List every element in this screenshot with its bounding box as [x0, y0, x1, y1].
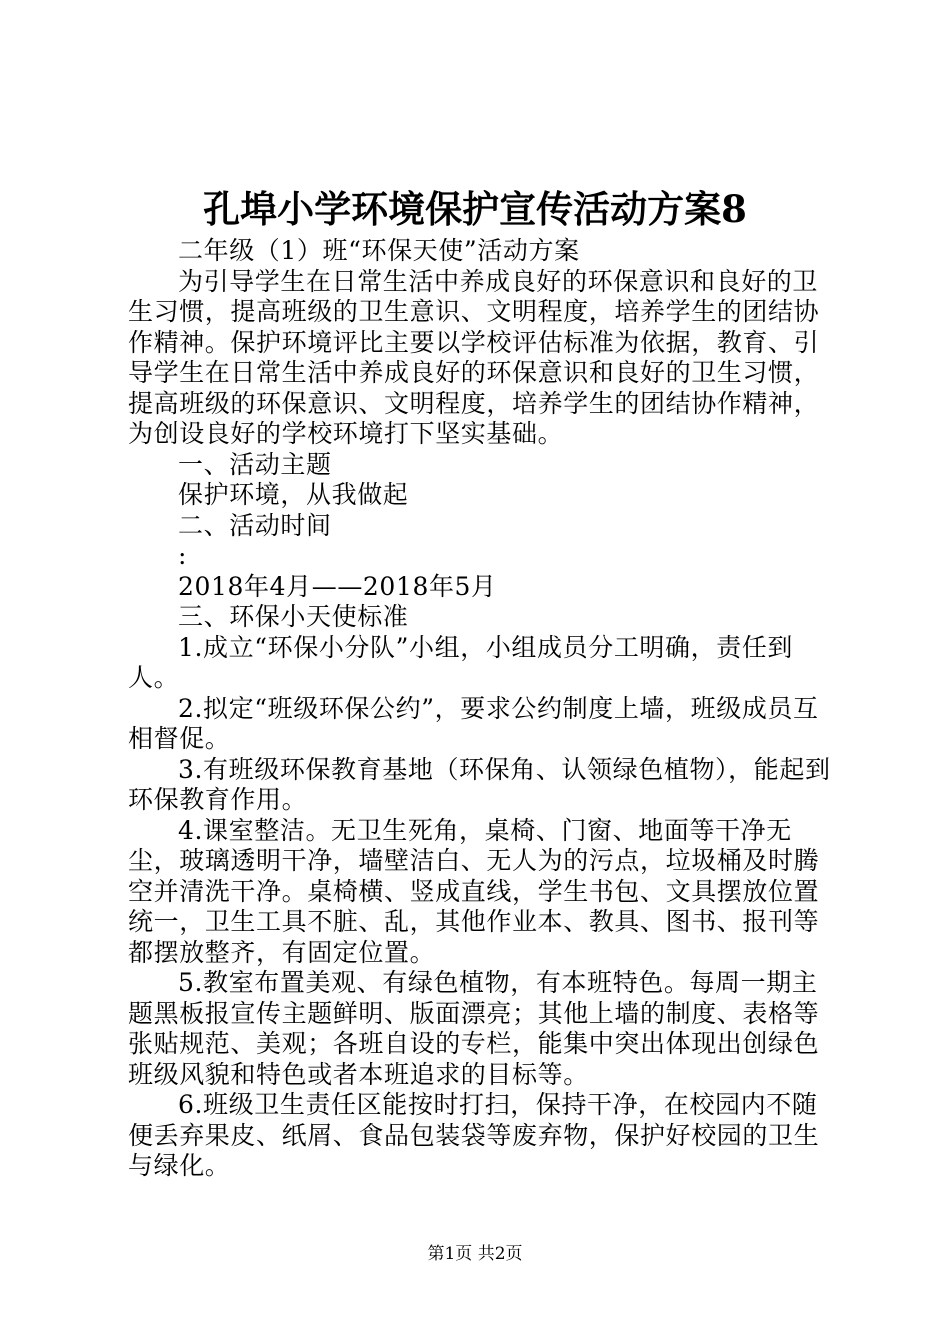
standard-item: 3.有班级环保教育基地（环保角、认领绿色植物），能起到环保教育作用。 [128, 754, 831, 814]
standard-item: 5.教室布置美观、有绿色植物，有本班特色。每周一期主题黑板报宣传主题鲜明、版面漂亮；其他上墙的制度、表格等张贴规范、美观；各班自设的专栏，能集中突出体现出创绿色班级风貌和特色或者本班追求的目标等。 [128, 968, 820, 1089]
theme-text: 保护环境，从我做起 [178, 480, 409, 509]
standard-item: 2.拟定“班级环保公约”，要求公约制度上墙，班级成员互相督促。 [128, 693, 819, 753]
document-title: 孔埠小学环境保护宣传活动方案8 [203, 187, 747, 231]
document-subtitle: 二年级（1）班“环保天使”活动方案 [178, 236, 580, 265]
section-heading: 三、环保小天使标准 [178, 602, 409, 631]
section-heading: 二、活动时间 [178, 510, 332, 540]
document-body [128, 236, 838, 1182]
standard-item: 4.课室整洁。无卫生死角，桌椅、门窗、地面等干净无尘，玻璃透明干净，墙壁洁白、无人为的污点，垃圾桶及时腾空并清洗干净。桌椅横、竖成直线，学生书包、文具摆放位置统一，卫生工具不脏、乱，其他作业本、教具、图书、报刊等都摆放整齐，有固定位置。 [128, 815, 820, 967]
activity-time-text: 2018年4月——2018年5月 [178, 571, 497, 601]
section-heading: 一、活动主题 [178, 449, 332, 479]
colon-line: : [178, 541, 188, 570]
intro-paragraph: 为引导学生在日常生活中养成良好的环保意识和良好的卫生习惯，提高班级的卫生意识、文明程度，培养学生的团结协作精神。保护环境评比主要以学校评估标准为依据，教育、引导学生在日常生活中养成良好的环保意识和良好的卫生习惯，提高班级的环保意识、文明程度，培养学生的团结协作精神，为创设良好的学校环境打下坚实基础。 [128, 266, 820, 448]
standard-item: 1.成立“环保小分队”小组，小组成员分工明确，责任到人。 [128, 632, 794, 692]
page-footer: 第1页 共2页 [427, 1244, 523, 1264]
standard-item: 6.班级卫生责任区能按时打扫，保持干净，在校园内不随便丢弃果皮、纸屑、食品包装袋等废弃物，保护好校园的卫生与绿化。 [128, 1090, 820, 1180]
